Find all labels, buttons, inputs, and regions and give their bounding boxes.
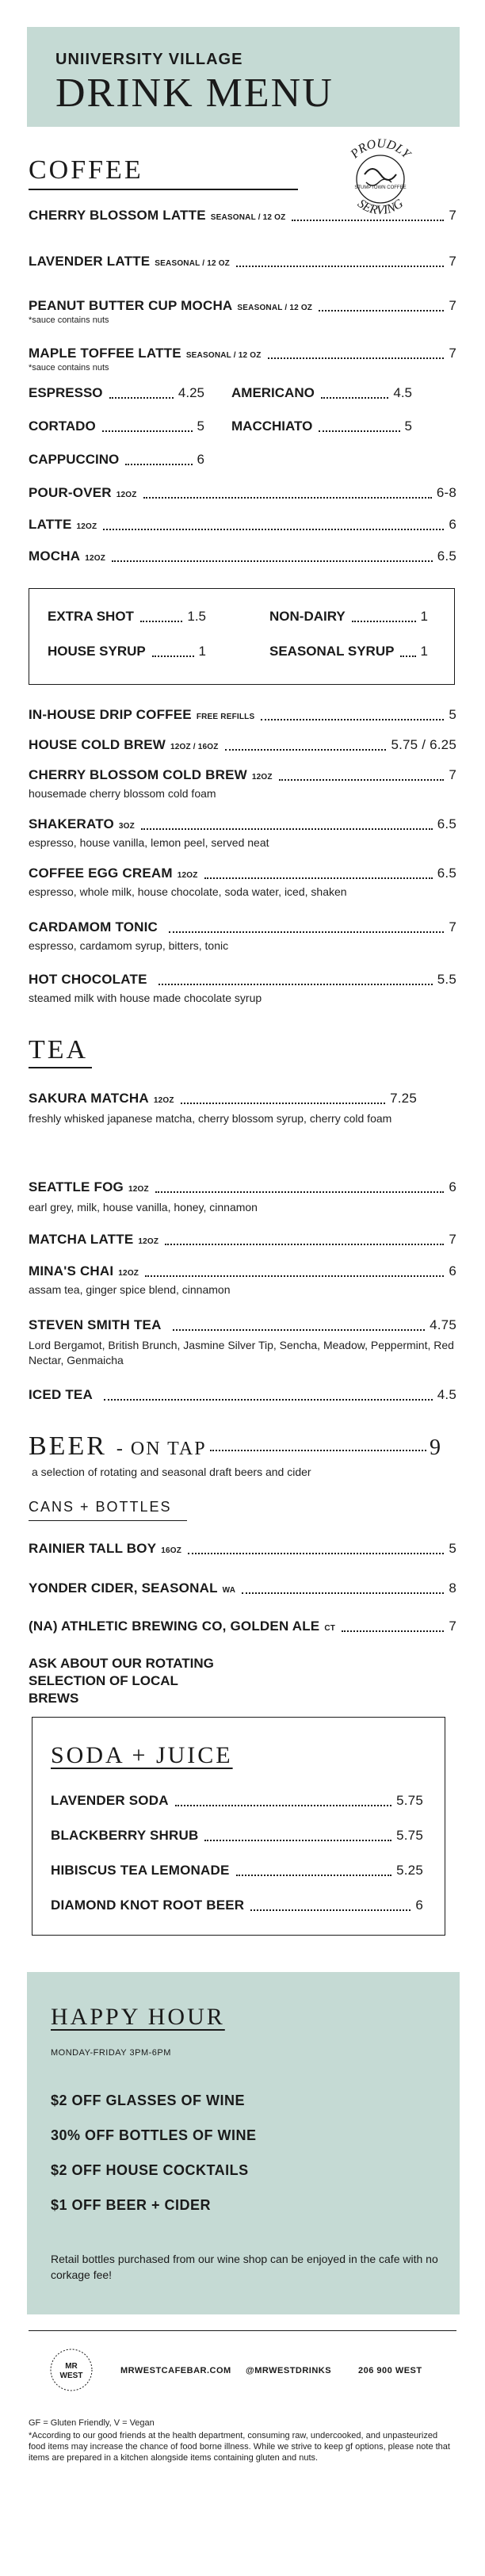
menu-item: STEVEN SMITH TEA 4.75 [29, 1317, 456, 1332]
venue-name: UNIIVERSITY VILLAGE [55, 51, 243, 68]
dietary-legend: GF = Gluten Friendly, V = Vegan [29, 2418, 155, 2428]
menu-item: SEATTLE FOG 12OZ 6 [29, 1179, 456, 1194]
coffee-rule [29, 189, 298, 190]
happy-hour-note: Retail bottles purchased from our wine shop can be enjoyed in the cafe with no corkage fee! [51, 2253, 438, 2281]
item-note: *sauce contains nuts [29, 315, 109, 325]
menu-item: MAPLE TOFFEE LATTE SEASONAL / 12 OZ 7 [29, 346, 456, 361]
item-description: housemade cherry blossom cold foam [29, 787, 216, 800]
menu-item: CARDAMOM TONIC 7 [29, 919, 456, 934]
menu-item: AMERICANO 4.5 [231, 385, 412, 400]
menu-item: DIAMOND KNOT ROOT BEER 6 [51, 1898, 423, 1913]
menu-item: IN-HOUSE DRIP COFFEE FREE REFILLS 5 [29, 707, 456, 722]
menu-item: SAKURA MATCHA 12OZ 7.25 [29, 1091, 417, 1106]
item-description: assam tea, ginger spice blend, cinnamon [29, 1283, 231, 1296]
menu-item: HOT CHOCOLATE 5.5 [29, 972, 456, 987]
website-link[interactable]: MRWESTCAFEBAR.COM [120, 2366, 231, 2375]
beer-on-tap-row [29, 1431, 441, 1462]
on-tap-label: - ON TAP [116, 1439, 207, 1459]
social-link[interactable]: @MRWESTDRINKS [246, 2366, 332, 2375]
menu-item: MACCHIATO 5 [231, 419, 412, 434]
addon-item: HOUSE SYRUP 1 [48, 644, 206, 659]
addon-item: NON-DAIRY 1 [269, 609, 428, 624]
menu-item: MATCHA LATTE 12OZ 7 [29, 1232, 456, 1247]
happy-hour-box [27, 1972, 460, 2314]
menu-item: CAPPUCCINO 6 [29, 452, 204, 467]
menu-item: COFFEE EGG CREAM 12OZ 6.5 [29, 866, 456, 881]
menu-item: BLACKBERRY SHRUB 5.75 [51, 1828, 423, 1843]
item-description: a selection of rotating and seasonal draft beers and cider [32, 1466, 311, 1478]
stamp-top-text: PROUDLY [348, 136, 413, 162]
menu-item: ICED TEA 4.5 [29, 1387, 456, 1402]
tea-rule [29, 1067, 92, 1068]
beer-heading: BEER [29, 1431, 107, 1461]
item-description: espresso, house vanilla, lemon peel, served neat [29, 836, 269, 849]
phone-number[interactable]: 206 900 WEST [358, 2366, 422, 2375]
header-banner [27, 27, 460, 127]
mr-west-logo [48, 2346, 95, 2394]
item-note: *sauce contains nuts [29, 363, 109, 373]
squid-icon [365, 169, 396, 180]
addons-box [29, 588, 455, 685]
menu-item: RAINIER TALL BOY 16OZ 5 [29, 1541, 456, 1556]
happy-hour-heading: HAPPY HOUR [51, 2004, 225, 2030]
menu-item: HOUSE COLD BREW 12OZ / 16OZ 5.75 / 6.25 [29, 737, 456, 752]
happy-hour-item: $1 OFF BEER + CIDER [51, 2197, 212, 2213]
item-description: espresso, cardamom syrup, bitters, tonic [29, 939, 229, 952]
menu-title: DRINK MENU [55, 71, 334, 116]
svg-text:MR: MR [65, 2362, 78, 2371]
addon-item: EXTRA SHOT 1.5 [48, 609, 206, 624]
menu-item: CORTADO 5 [29, 419, 204, 434]
happy-hour-item: $2 OFF GLASSES OF WINE [51, 2093, 246, 2108]
tea-heading: TEA [29, 1035, 89, 1064]
menu-item: MOCHA 12OZ 6.5 [29, 548, 456, 564]
menu-item: CHERRY BLOSSOM LATTE SEASONAL / 12 OZ 7 [29, 208, 456, 223]
happy-hour-item: $2 OFF HOUSE COCKTAILS [51, 2162, 249, 2178]
svg-text:PROUDLY [348, 137, 414, 162]
item-description: earl grey, milk, house vanilla, honey, cinnamon [29, 1201, 258, 1213]
footer-rule [29, 2330, 456, 2331]
cans-heading: CANS + BOTTLES [29, 1499, 172, 1515]
health-disclaimer: *According to our good friends at the health department, consuming raw, undercooked, and unpasteurized food items may increase the chance of food borne illness. While we strive to keep gf options, please note that items are prepared in a kitchen alongside items containing gluten and nuts. [29, 2431, 450, 2463]
ask-local-brews: ASK ABOUT OUR ROTATING SELECTION OF LOCAL BREWS [29, 1656, 214, 1706]
addon-item: SEASONAL SYRUP 1 [269, 644, 428, 659]
item-description: freshly whisked japanese matcha, cherry blossom syrup, cherry cold foam [29, 1112, 392, 1125]
menu-item: LAVENDER SODA 5.75 [51, 1793, 423, 1808]
menu-item: MINA'S CHAI 12OZ 6 [29, 1263, 456, 1278]
menu-item: YONDER CIDER, SEASONAL WA 8 [29, 1580, 456, 1596]
coffee-heading: COFFEE [29, 155, 143, 185]
on-tap-price: 9 [430, 1435, 441, 1460]
menu-item: POUR-OVER 12OZ 6-8 [29, 485, 456, 500]
item-description: espresso, whole milk, house chocolate, soda water, iced, shaken [29, 885, 347, 898]
menu-item: LATTE 12OZ 6 [29, 517, 456, 532]
soda-heading: SODA + JUICE [51, 1742, 233, 1768]
menu-item: CHERRY BLOSSOM COLD BREW 12OZ 7 [29, 767, 456, 782]
svg-text:WEST: WEST [59, 2372, 83, 2380]
item-description: Lord Bergamot, British Brunch, Jasmine Silver Tip, Sencha, Meadow, Peppermint, Red Nectar, Genmaicha [29, 1339, 454, 1366]
menu-item: PEANUT BUTTER CUP MOCHA SEASONAL / 12 OZ 7 [29, 298, 456, 313]
item-description: steamed milk with house made chocolate syrup [29, 992, 262, 1004]
happy-hour-item: 30% OFF BOTTLES OF WINE [51, 2127, 257, 2143]
cans-rule [29, 1520, 187, 1521]
stamp-bottom-text: SERVING [354, 197, 407, 218]
menu-item: (NA) ATHLETIC BREWING CO, GOLDEN ALE CT 7 [29, 1619, 456, 1634]
happy-hour-schedule: MONDAY-FRIDAY 3PM-6PM [51, 2048, 171, 2058]
menu-item: HIBISCUS TEA LEMONADE 5.25 [51, 1863, 423, 1878]
menu-item: SHAKERATO 3OZ 6.5 [29, 816, 456, 831]
stamp-center-text: STUMPTOWN COFFEE [354, 185, 407, 190]
menu-item: LAVENDER LATTE SEASONAL / 12 OZ 7 [29, 254, 456, 269]
menu-item: ESPRESSO 4.25 [29, 385, 204, 400]
